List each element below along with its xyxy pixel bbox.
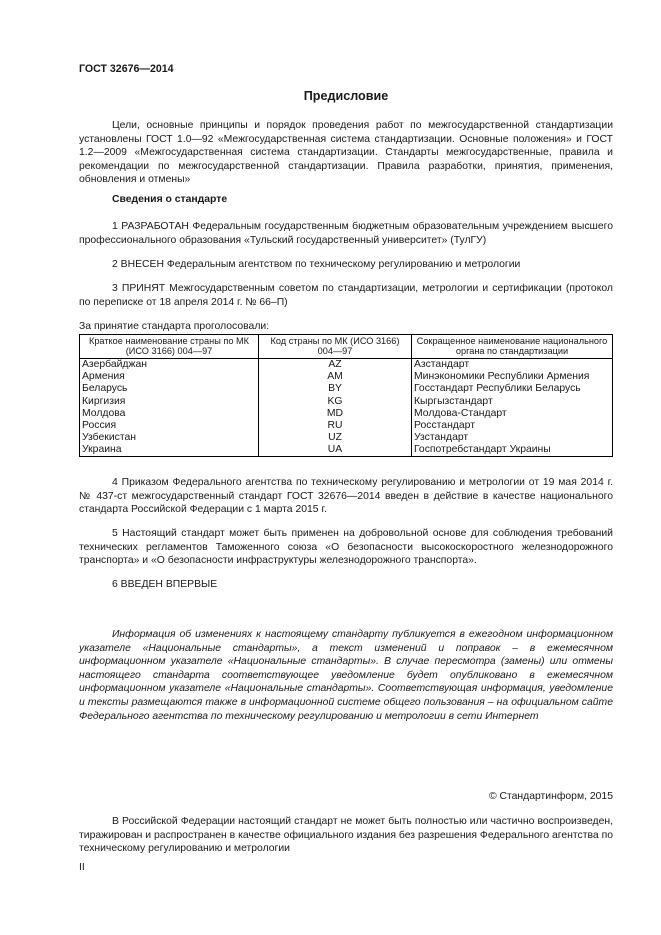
table-row	[80, 432, 613, 444]
section-heading: Сведения о стандарте	[112, 194, 228, 205]
organization-cell: Госпотребстандарт Украины	[412, 444, 613, 457]
country-cell: Россия	[80, 420, 259, 432]
intro-paragraph: Цели, основные принципы и порядок проведения работ по межгосударственной стандартизации установлены ГОСТ 1.0—92 «Межгосударственная система стандартизации. Основные положения» и ГОСТ 1.2—2009 «Межгосударственная система стандартизации. Стандарты межгосударственные, правила и рекомендации по межгосударственной стандартизации. Правила разработки, принятия, применения, обновления и отмены»	[79, 120, 613, 186]
organization-cell: Узстандарт	[412, 432, 613, 444]
table-row	[80, 383, 613, 395]
country-cell: Украина	[80, 444, 259, 457]
code-cell: MD	[259, 408, 412, 420]
country-cell: Беларусь	[80, 383, 259, 395]
item-order: 4 Приказом Федерального агентства по техническому регулированию и метрологии от 19 мая 2014 г. № 437-ст межгосударственный стандарт ГОСТ 32676—2014 введен в действие в качестве национального стандарта Российской Федерации с 1 марта 2015 г.	[79, 477, 613, 516]
copyright-notice: © Стандартинформ, 2015	[488, 791, 613, 802]
table-caption: За принятие стандарта проголосовали:	[79, 321, 270, 332]
column-header-organization: Сокращенное наименование национального органа по стандартизации	[412, 335, 613, 359]
item-voluntary: 5 Настоящий стандарт может быть применен на добровольной основе для соблюдения требований технических регламентов Таможенного союза «О безопасности высокоскоростного железнодорожного транспорта» и «О безопасности инфраструктуры железнодорожного транспорта».	[79, 528, 613, 567]
organization-cell: Азстандарт	[412, 358, 613, 371]
info-note: Информация об изменениях к настоящему стандарту публикуется в ежегодном информационном указателе «Национальные стандарты», а текст изменений и поправок – в ежемесячном информационном указателе «Национальные стандарты». В случае пересмотра (замены) или отмены настоящего стандарта соответствующее уведомление будет опубликовано в ежемесячном информационном указателе «Национальные стандарты». Соответствующая информация, уведомление и тексты размещаются также в информационной системе общего пользования – на официальном сайте Федерального агентства по техническому регулированию и метрологии в сети Интернет	[79, 629, 613, 722]
code-cell: UA	[259, 444, 412, 457]
organization-cell: Молдова-Стандарт	[412, 408, 613, 420]
item-developed: 1 РАЗРАБОТАН Федеральным государственным бюджетным образовательным учреждением высшего профессионального образования «Тульский государственный университет» (ТулГУ)	[79, 221, 613, 246]
document-code: ГОСТ 32676—2014	[79, 63, 174, 75]
organization-cell: Госстандарт Республики Беларусь	[412, 383, 613, 395]
country-cell: Армения	[80, 371, 259, 383]
code-cell: RU	[259, 420, 412, 432]
country-cell: Азербайджан	[80, 358, 259, 371]
organization-cell: Минэкономики Республики Армения	[412, 371, 613, 383]
page-title: Предисловие	[303, 89, 389, 103]
item-introduced: 2 ВНЕСЕН Федеральным агентством по техническому регулированию и метрологии	[112, 259, 521, 270]
item-adopted: 3 ПРИНЯТ Межгосударственным советом по стандартизации, метрологии и сертификации (протокол по переписке от 18 апреля 2014 г. № 66–П)	[79, 283, 613, 308]
country-cell: Киргизия	[80, 395, 259, 407]
item-first-introduced: 6 ВВЕДЕН ВПЕРВЫЕ	[112, 579, 218, 590]
table-row	[80, 420, 613, 432]
code-cell: UZ	[259, 432, 412, 444]
code-cell: AM	[259, 371, 412, 383]
table-row	[80, 395, 613, 407]
code-cell: KG	[259, 395, 412, 407]
page-number: II	[79, 862, 85, 873]
table-row	[80, 358, 613, 371]
column-header-code: Код страны по МК (ИСО 3166) 004—97	[259, 335, 412, 359]
code-cell: BY	[259, 383, 412, 395]
table-row	[80, 408, 613, 420]
organization-cell: Росстандарт	[412, 420, 613, 432]
table-row	[80, 444, 613, 457]
legal-notice: В Российской Федерации настоящий стандарт не может быть полностью или частично воспроизведен, тиражирован и распространен в качестве официального издания без разрешения Федерального агентства по техническому регулированию и метрологии	[79, 816, 613, 855]
vote-table	[79, 334, 613, 457]
column-header-country: Краткое наименование страны по МК (ИСО 3166) 004—97	[80, 335, 259, 359]
code-cell: AZ	[259, 358, 412, 371]
country-cell: Молдова	[80, 408, 259, 420]
organization-cell: Кыргызстандарт	[412, 395, 613, 407]
country-cell: Узбекистан	[80, 432, 259, 444]
table-row	[80, 371, 613, 383]
